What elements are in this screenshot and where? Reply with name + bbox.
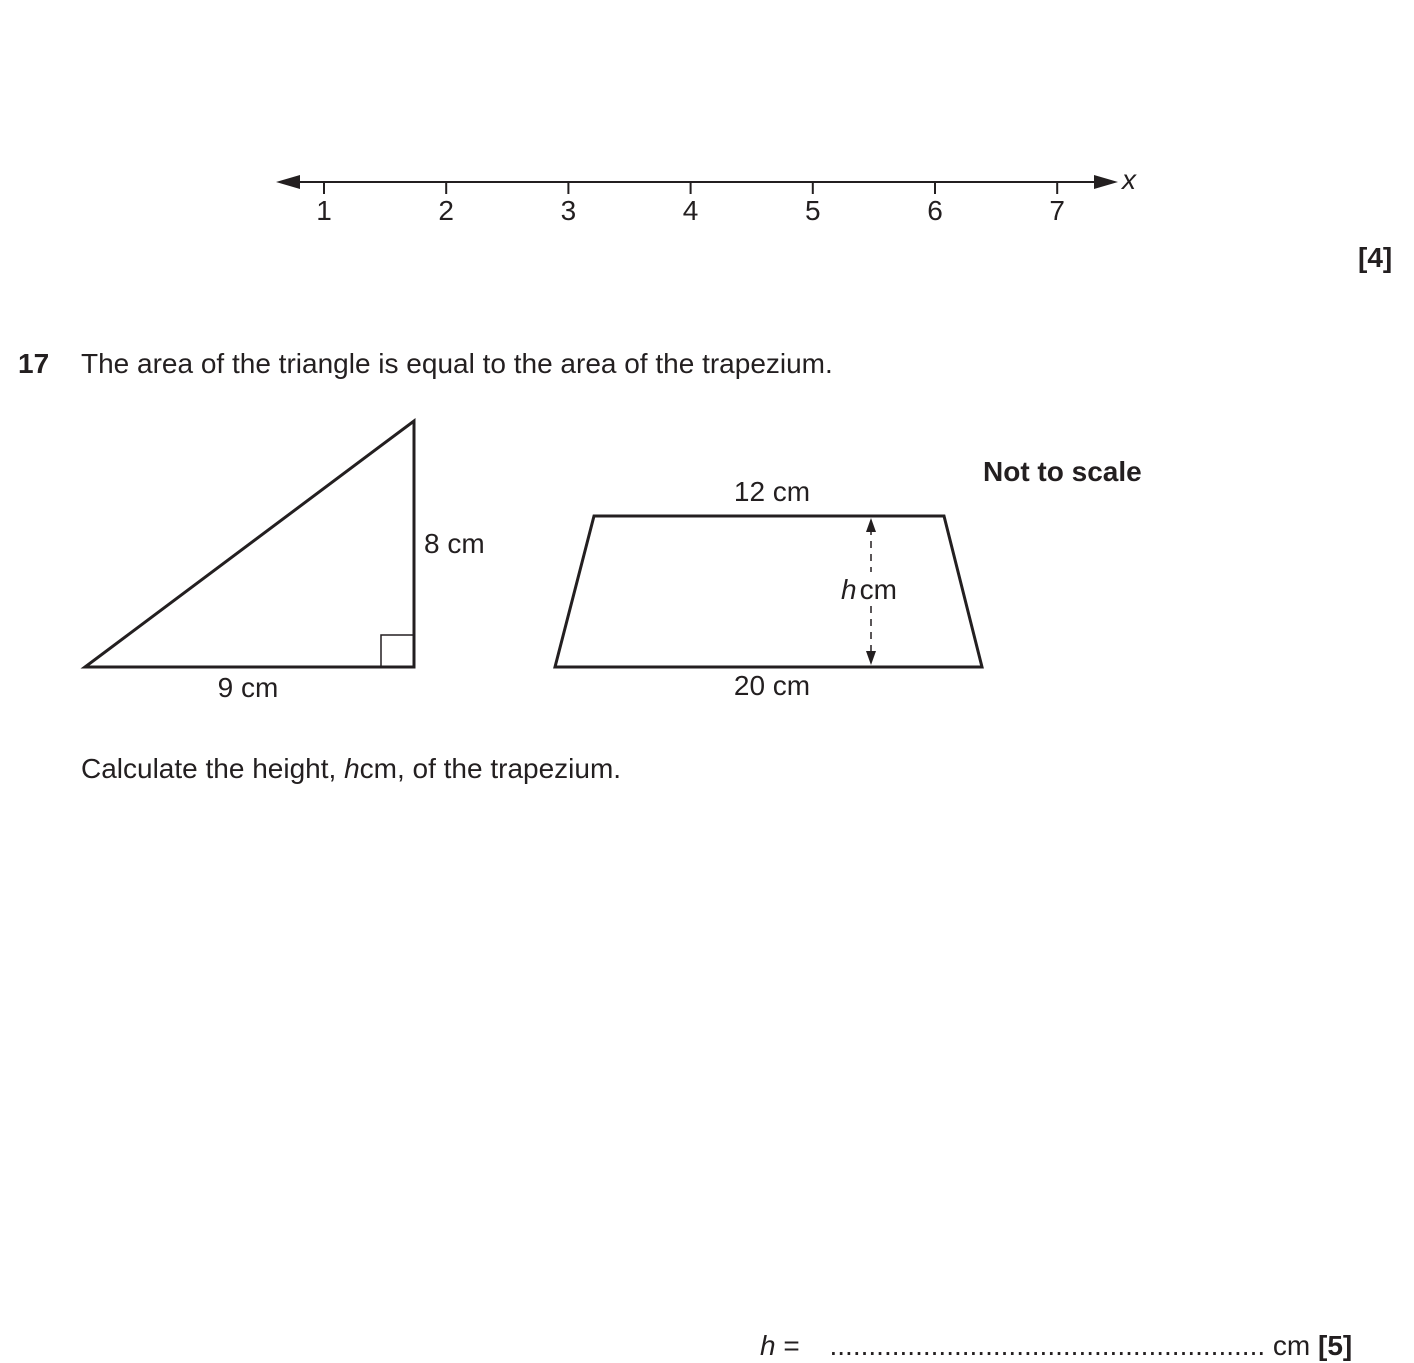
question-number: 17	[18, 348, 50, 379]
question-stem: The area of the triangle is equal to the area of the trapezium.	[81, 348, 833, 379]
triangle-height-label: 8 cm	[424, 528, 485, 559]
number-line-variable: x	[1122, 164, 1136, 195]
trapezium-bottom-label: 20 cm	[733, 670, 811, 701]
answer-line	[760, 1330, 1352, 1362]
trapezium-top-label: 12 cm	[733, 476, 811, 507]
number-line-tick-label: 2	[438, 195, 454, 226]
height-arrow-up-icon	[866, 518, 876, 532]
trapezium-height-label: h cm	[841, 574, 897, 605]
number-line-tick-label: 6	[927, 195, 943, 226]
answer-variable: h	[760, 1330, 776, 1361]
question-instruction: Calculate the height, hcm, of the trapezium.	[81, 753, 622, 784]
arrow-right-icon	[1094, 175, 1118, 189]
answer-field[interactable]: ........................................................	[829, 1330, 1266, 1361]
answer-equals: =	[783, 1330, 800, 1361]
arrow-left-icon	[276, 175, 300, 189]
triangle-shape	[85, 421, 414, 667]
right-angle-marker	[381, 635, 414, 667]
trapezium-shape	[555, 516, 982, 667]
height-arrow-down-icon	[866, 651, 876, 665]
previous-marks: [4]	[1358, 242, 1393, 273]
number-line-tick-label: 1	[316, 195, 332, 226]
number-line-tick-label: 7	[1049, 195, 1065, 226]
not-to-scale-note: Not to scale	[983, 456, 1142, 487]
answer-marks: [5]	[1318, 1330, 1353, 1361]
answer-unit: cm	[1272, 1330, 1311, 1361]
triangle-base-label: 9 cm	[217, 672, 279, 703]
number-line-tick-label: 5	[805, 195, 821, 226]
number-line-tick-label: 3	[560, 195, 577, 226]
number-line-tick-label: 4	[682, 195, 699, 226]
